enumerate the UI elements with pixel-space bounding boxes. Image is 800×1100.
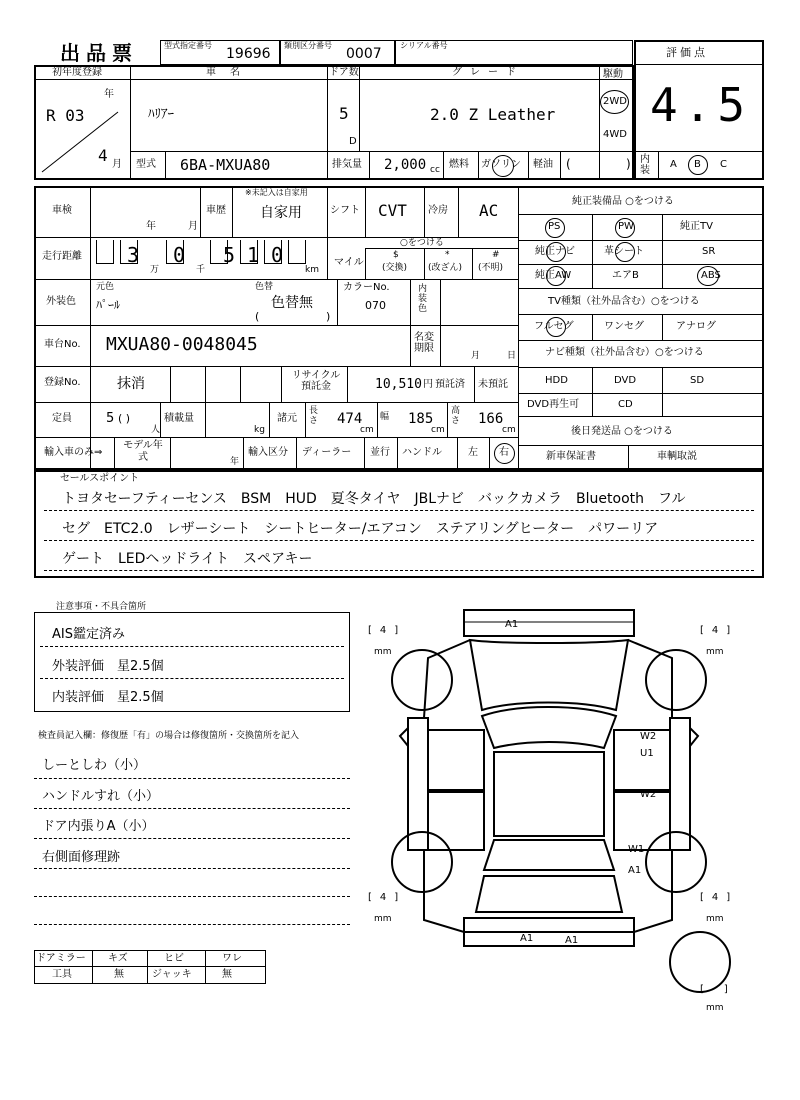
navi-dvd-play: DVD再生可 (527, 399, 580, 410)
handle-label: ハンドル (402, 447, 442, 458)
drive-2wd-circle (600, 90, 629, 114)
recycle-value: 10,510 (375, 377, 422, 392)
tire-fr-unit: mm (706, 647, 724, 657)
history-note: ※未記入は自家用 (245, 188, 308, 197)
wheel-rear-left (392, 832, 452, 892)
equip-tv: 純正TV (680, 221, 713, 232)
name-change-day: 日 (507, 351, 517, 361)
color-no-label: カラーNo. (343, 282, 390, 293)
doors-suffix: D (349, 136, 357, 147)
recycle-label: リサイクル預託金 (291, 370, 341, 392)
color-label: 外装色 (46, 296, 76, 307)
diagram-right-quarter-mark: W1 (628, 844, 645, 855)
capacity-value: 5 (106, 411, 115, 426)
interior-b: B (694, 159, 701, 170)
body-outline (408, 640, 690, 932)
import-class-label: 輸入区分 (248, 447, 288, 458)
tire-fl-depth: [ 4 ] (368, 625, 399, 636)
length-value: 474 (337, 411, 363, 427)
score-label: 評価点 (666, 46, 708, 59)
grade-label: グレード (452, 67, 524, 78)
sales-point-line-2: セグ ETC2.0 レザーシート シートヒーター/エアコン ステアリングヒーター パワーリア (62, 521, 659, 537)
model-year-label: モデル年式 (123, 440, 163, 463)
ac-label: 冷房 (428, 205, 448, 216)
width-unit: cm (431, 425, 445, 435)
wheel-front-left (392, 650, 452, 710)
tire-fl-unit: mm (374, 647, 392, 657)
equip-ps-circle (545, 218, 565, 238)
mileage-exch: (交換) (382, 263, 408, 273)
mileage-mark-note: ○をつける (400, 238, 444, 248)
mileage-alter-sym: * (445, 250, 450, 260)
inspection-label: 車検 (52, 205, 72, 216)
mileage-label: 走行距離 (42, 251, 82, 262)
model-year-unit: 年 (230, 457, 240, 467)
tv-analog: アナログ (676, 321, 716, 332)
navi-cd: CD (618, 399, 633, 410)
tire-rr-unit: mm (706, 914, 724, 924)
doors-label: ドア数 (329, 67, 359, 78)
mileage-digit-4: 1 (247, 243, 260, 267)
note-line-2: 外装評価 星2.5個 (52, 659, 164, 674)
reg-month: 4 (98, 146, 108, 165)
displacement-unit: cc (430, 165, 440, 175)
tire-rr-depth: [ 4 ] (700, 892, 731, 903)
mileage-km: km (305, 265, 319, 275)
ac-value: AC (479, 201, 499, 220)
diagram-front-bumper-mark: A1 (505, 619, 519, 630)
chassis-label: 車台No. (44, 339, 81, 350)
left-side-panel (408, 718, 428, 850)
grade-value: 2.0 Z Leather (430, 105, 556, 124)
tools-header-3: ヒビ (164, 953, 184, 964)
trunk (476, 876, 622, 912)
tools-value-4: 無 (222, 969, 232, 980)
recycle-not-deposited: 未預託 (478, 379, 508, 390)
drive-4wd: 4WD (603, 129, 627, 140)
car-diagram (360, 600, 760, 1070)
mileage-man: 万 (150, 265, 160, 275)
repaint-paren-open: ( (255, 310, 260, 323)
handle-right-circle (494, 443, 515, 464)
car-name-value: ﾊﾘｱｰ (148, 107, 174, 122)
navi-title: ナビ種類（社外品含む）○をつける (545, 347, 704, 358)
chassis-value: MXUA80-0048045 (106, 334, 258, 355)
right-side-panel (670, 718, 690, 850)
interior-c: C (720, 159, 727, 170)
diagram-right-front-door-mark-2: U1 (640, 748, 654, 759)
tv-fullseg-circle (546, 317, 566, 337)
tire-rl-depth: [ 4 ] (368, 892, 399, 903)
reg-year-unit: 年 (104, 89, 114, 100)
fuel-paren-close: ) (626, 157, 631, 171)
capacity-label: 定員 (52, 413, 72, 424)
specs-label: 諸元 (277, 413, 297, 424)
recycle-yen: 円 (423, 379, 433, 390)
interior-color-label: 内装色 (418, 284, 428, 314)
inspector-label: 検査員記入欄：修復歴「有」の場合は修復箇所・交換箇所を記入 (38, 731, 300, 741)
equip-navi: 純正ナビ (535, 246, 575, 257)
mileage-exch-sym: $ (393, 250, 399, 260)
tire-spare-depth: [ ] (700, 984, 728, 995)
inspection-month-unit: 月 (188, 221, 198, 232)
width-value: 185 (408, 411, 434, 427)
spare-tire (670, 932, 730, 992)
score-value: 4.5 (650, 78, 752, 132)
tools-header-2: キズ (108, 953, 128, 964)
shift-value: CVT (378, 201, 407, 220)
interior-label: 内装 (640, 154, 650, 176)
type-value: 6BA-MXUA80 (180, 156, 271, 174)
inspection-year-unit: 年 (146, 221, 156, 232)
history-value: 自家用 (260, 205, 302, 221)
left-rear-door (428, 792, 484, 850)
equip-aw: 純正AW (535, 270, 572, 281)
registration-value: 抹消 (117, 376, 145, 392)
roof (494, 752, 604, 836)
right-rear-door (614, 789, 670, 850)
tools-value-3: ジャッキ (152, 969, 192, 980)
equip-airbag: エアB (612, 270, 639, 281)
name-change-label: 名変期限 (414, 332, 434, 354)
tools-header-4: ワレ (222, 953, 242, 964)
tv-title: TV種類（社外品含む）○をつける (548, 296, 700, 307)
width-label: 幅 (380, 412, 390, 422)
equip-navi-circle (546, 242, 566, 262)
later-manual: 車輌取説 (657, 451, 697, 462)
equip-ps: PS (548, 221, 561, 232)
orig-color-label: 元色 (96, 282, 115, 292)
fuel-gasoline-circle (492, 155, 514, 177)
diagram-rear-bumper-mark-r: A1 (565, 935, 579, 946)
notes-label: 注意事項・不具合箇所 (52, 603, 150, 612)
tire-fr-depth: [ 4 ] (700, 625, 731, 636)
doors-value: 5 (339, 104, 349, 123)
drive-label: 駆動 (603, 69, 623, 80)
tv-fullseg: フルセグ (534, 321, 574, 332)
repaint-value: 色替無 (271, 295, 313, 311)
recycle-deposited: 預託済 (435, 379, 465, 390)
name-change-month: 月 (471, 351, 481, 361)
tools-value-2: 無 (114, 969, 124, 980)
mileage-alter: (改ざん) (428, 263, 463, 273)
note-line-3: 内装評価 星2.5個 (52, 690, 164, 705)
equipment-title: 純正装備品 ○をつける (572, 196, 674, 207)
equip-sr: SR (702, 246, 716, 257)
height-unit: cm (502, 425, 516, 435)
mileage-digit-5: 0 (271, 243, 284, 267)
tire-spare-unit: mm (706, 1003, 724, 1013)
height-label: 高さ (451, 406, 461, 426)
type-label: 型式 (136, 159, 156, 170)
fuel-label: 燃料 (449, 159, 469, 170)
navi-hdd: HDD (545, 375, 568, 386)
fuel-diesel: 軽油 (533, 159, 553, 170)
reg-era: R 03 (46, 106, 85, 125)
tv-oneseg: ワンセグ (604, 321, 644, 332)
form-title: 出品票 (60, 41, 138, 65)
color-no-value: 070 (365, 299, 386, 312)
capacity-paren: ( ) (118, 412, 131, 425)
diagram-right-rear-door-mark: W2 (640, 789, 657, 800)
class-code-value: 0007 (346, 46, 382, 62)
rear-window (484, 840, 614, 870)
displacement-label: 排気量 (332, 159, 362, 170)
import-label: 輸入車のみ⇒ (44, 447, 103, 458)
class-code-label: 類別区分番号 (284, 41, 332, 50)
handle-right: 右 (499, 447, 509, 458)
equip-leather-circle (615, 242, 635, 262)
length-unit: cm (360, 425, 374, 435)
later-warranty: 新車保証書 (546, 451, 596, 462)
navi-dvd: DVD (614, 375, 637, 386)
equip-abs-circle (697, 266, 719, 286)
hood (470, 640, 628, 710)
equip-pw-circle (615, 218, 635, 238)
inspector-line-2: ハンドルすれ（小） (42, 789, 160, 804)
height-value: 166 (478, 411, 504, 427)
navi-sd: SD (690, 375, 705, 386)
sales-points-label: セールスポイント (60, 473, 140, 484)
mileage-digit-2: 0 (173, 243, 186, 267)
fuel-paren-open: ( (566, 157, 571, 171)
import-dealer: ディーラー (302, 447, 352, 458)
shift-label: シフト (330, 205, 360, 216)
registration-label: 登録No. (44, 377, 81, 388)
note-line-1: AIS鑑定済み (52, 627, 125, 642)
inspector-line-3: ドア内張りA（小） (42, 819, 155, 834)
import-parallel: 並行 (370, 447, 390, 458)
mileage-sen: 千 (196, 265, 206, 275)
wheel-rear-right (646, 832, 706, 892)
diagram-rear-bumper-mark-l: A1 (520, 933, 534, 944)
tire-rl-unit: mm (374, 914, 392, 924)
model-code-value: 19696 (226, 46, 271, 62)
car-name-label: 車名 (206, 67, 254, 78)
tools-header-1: ドアミラー (36, 953, 86, 964)
history-label: 車歴 (206, 205, 226, 216)
equip-leather: 革シート (604, 246, 644, 257)
length-label: 長さ (309, 406, 319, 426)
sales-point-line-3: ゲート LEDヘッドライト スペアキー (62, 551, 313, 567)
wheel-front-right (646, 650, 706, 710)
mileage-digit-1: 3 (127, 243, 140, 267)
reg-month-unit: 月 (112, 159, 122, 170)
diagram-right-quarter-mark-2: A1 (628, 865, 642, 876)
reg-slash (40, 106, 120, 174)
orig-color-value: ﾊﾟｰﾙ (96, 298, 121, 312)
left-front-door (428, 730, 484, 790)
serial-label: シリアル番号 (400, 41, 448, 50)
mirror-left (400, 728, 408, 746)
interior-b-circle (688, 155, 708, 175)
sales-point-line-1: トヨタセーフティーセンス BSM HUD 夏冬タイヤ JBLナビ バックカメラ Bluetooth フル (62, 491, 686, 507)
load-kg: kg (254, 425, 265, 435)
mileage-unknown-sym: # (492, 250, 500, 260)
diagram-right-front-door-mark: W2 (640, 731, 657, 742)
interior-a: A (670, 159, 677, 170)
handle-left: 左 (468, 447, 478, 458)
mileage-digit-3: 5 (223, 243, 236, 267)
mirror-right (690, 728, 698, 746)
equip-abs: ABS (701, 270, 721, 281)
repaint-paren-close: ) (326, 310, 331, 323)
displacement-value: 2,000 (384, 157, 427, 173)
inspector-line-1: しーとしわ（小） (42, 758, 147, 773)
inspector-line-4: 右側面修理跡 (42, 850, 121, 865)
tools-value-1: 工具 (52, 969, 72, 980)
first-reg-label: 初年度登録 (52, 67, 102, 78)
front-bumper (464, 610, 634, 636)
equip-pw: PW (618, 221, 634, 232)
model-code-label: 型式指定番号 (164, 41, 212, 50)
mileage-mile: マイル (334, 257, 364, 268)
fuel-gasoline: ガソリン (481, 159, 521, 170)
windshield (482, 707, 616, 748)
later-title: 後日発送品 ○をつける (571, 426, 673, 437)
equip-aw-circle (546, 266, 566, 286)
load-label: 積載量 (164, 413, 194, 424)
capacity-person: 人 (151, 425, 161, 435)
mileage-unknown: (不明) (478, 263, 504, 273)
drive-2wd: 2WD (603, 96, 627, 107)
repaint-label: 色替 (255, 282, 274, 292)
